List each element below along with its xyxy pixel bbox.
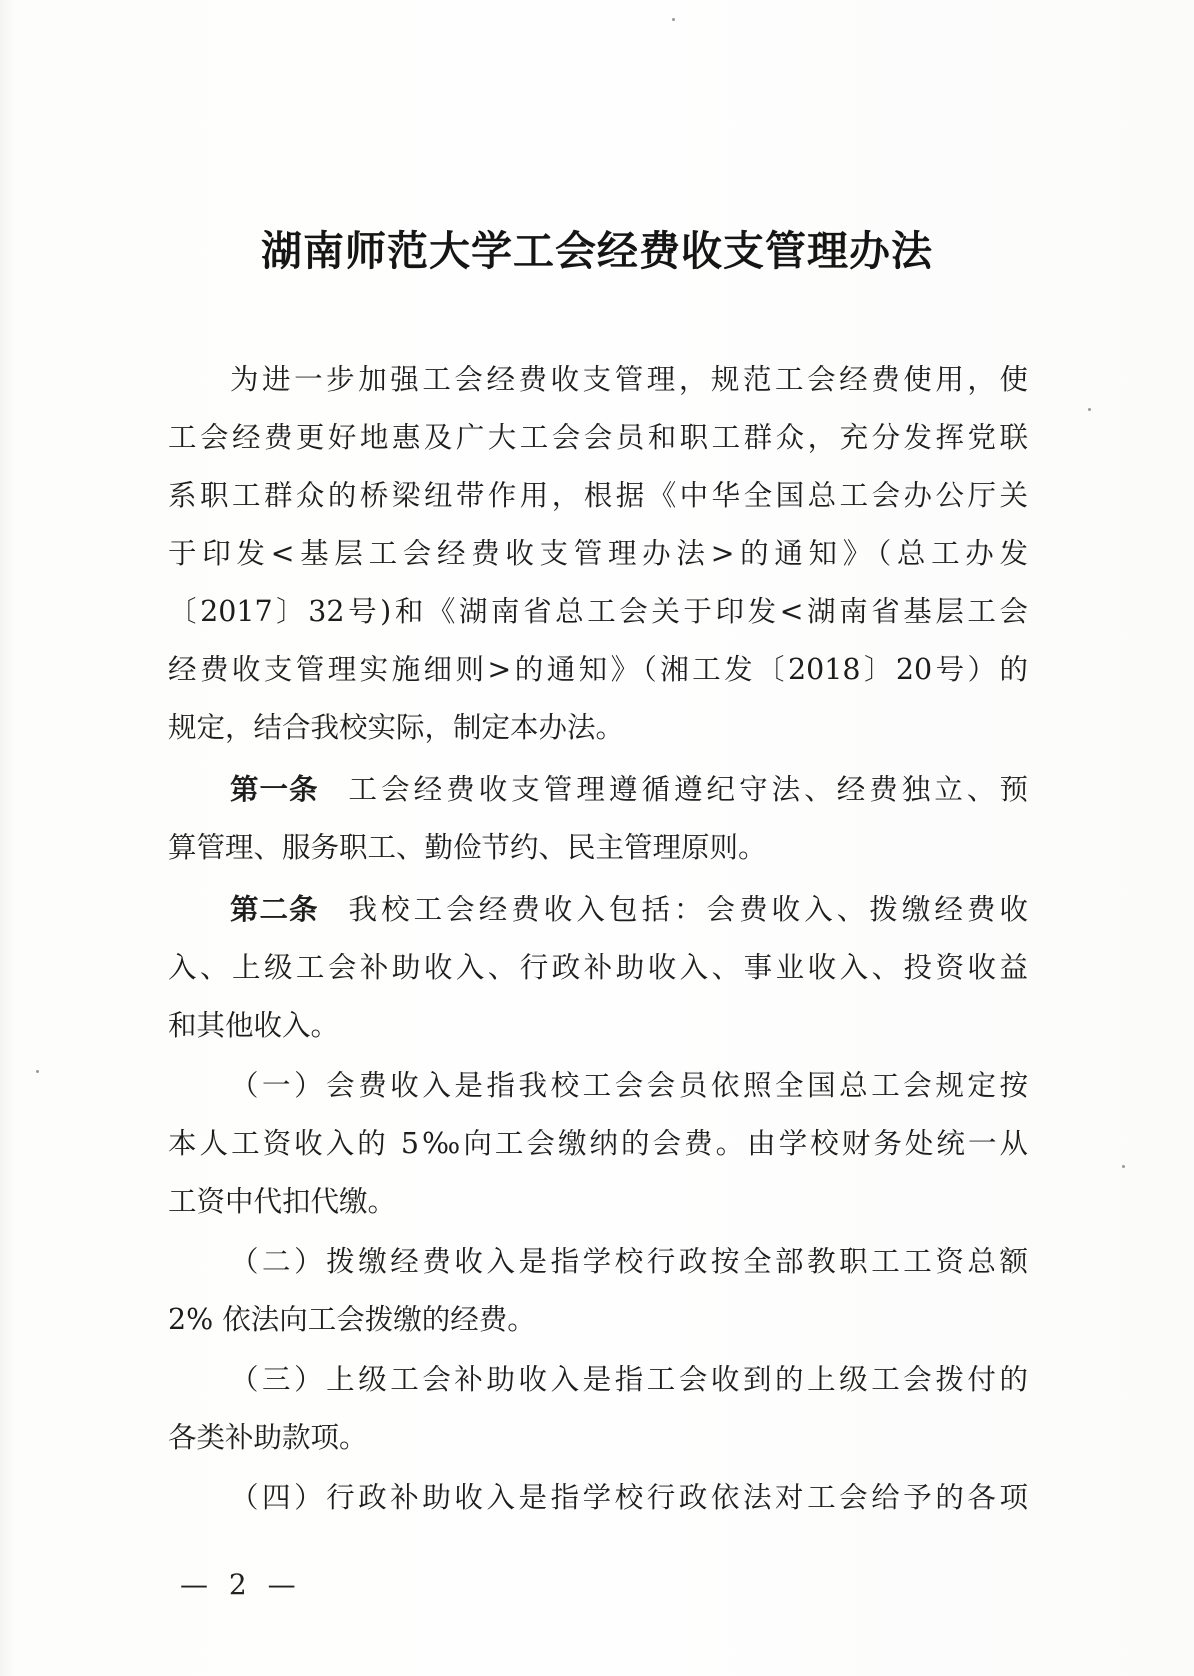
scan-speck — [36, 1070, 39, 1073]
paragraph-line: （三）上级工会补助收入是指工会收到的上级工会拨付的 — [230, 1363, 1028, 1396]
paragraph-line: 工资中代扣代缴。 — [168, 1185, 397, 1218]
article-label: 第二条 — [230, 893, 319, 926]
paragraph-line: 入、上级工会补助收入、行政补助收入、事业收入、投资收益 — [168, 951, 1028, 984]
paragraph-line: 〔2017〕32号)和《湖南省总工会关于印发<湖南省基层工会 — [168, 595, 1028, 628]
paragraph-line: （二）拨缴经费收入是指学校行政按全部教职工工资总额 — [230, 1245, 1028, 1278]
scan-speck — [1088, 408, 1091, 411]
paragraph-line: 为进一步加强工会经费收支管理，规范工会经费使用，使 — [230, 363, 1028, 396]
paragraph-line: 规定，结合我校实际，制定本办法。 — [168, 711, 625, 744]
paragraph-line: 本人工资收入的 5‰向工会缴纳的会费。由学校财务处统一从 — [168, 1127, 1028, 1160]
page-number: — 2 — — [180, 1568, 302, 1601]
paragraph-line: 算管理、服务职工、勤俭节约、民主管理原则。 — [168, 831, 767, 864]
article-two-line — [230, 890, 1028, 930]
paragraph-line: 和其他收入。 — [168, 1009, 340, 1042]
scan-speck — [1122, 1165, 1125, 1168]
scan-speck — [672, 18, 675, 21]
article-text: 我校工会经费收入包括：会费收入、拨缴经费收 — [348, 893, 1028, 926]
article-label: 第一条 — [230, 773, 319, 806]
paragraph-line: 2% 依法向工会拨缴的经费。 — [168, 1303, 536, 1336]
paragraph-line: 工会经费更好地惠及广大工会会员和职工群众，充分发挥党联 — [168, 421, 1028, 454]
paragraph-line: 系职工群众的桥梁纽带作用，根据《中华全国总工会办公厅关 — [168, 479, 1028, 512]
paragraph-line: （一）会费收入是指我校工会会员依照全国总工会规定按 — [230, 1069, 1028, 1102]
document-title: 湖南师范大学工会经费收支管理办法 — [261, 227, 933, 275]
paragraph-line: （四）行政补助收入是指学校行政依法对工会给予的各项 — [230, 1481, 1028, 1514]
article-text: 工会经费收支管理遵循遵纪守法、经费独立、预 — [348, 773, 1028, 806]
article-one-line — [230, 770, 1028, 810]
paragraph-line: 于印发<基层工会经费收支管理办法>的通知》（总工办发 — [168, 537, 1028, 570]
paragraph-line: 经费收支管理实施细则>的通知》（湘工发〔2018〕20号）的 — [168, 653, 1028, 686]
paragraph-line: 各类补助款项。 — [168, 1421, 368, 1454]
